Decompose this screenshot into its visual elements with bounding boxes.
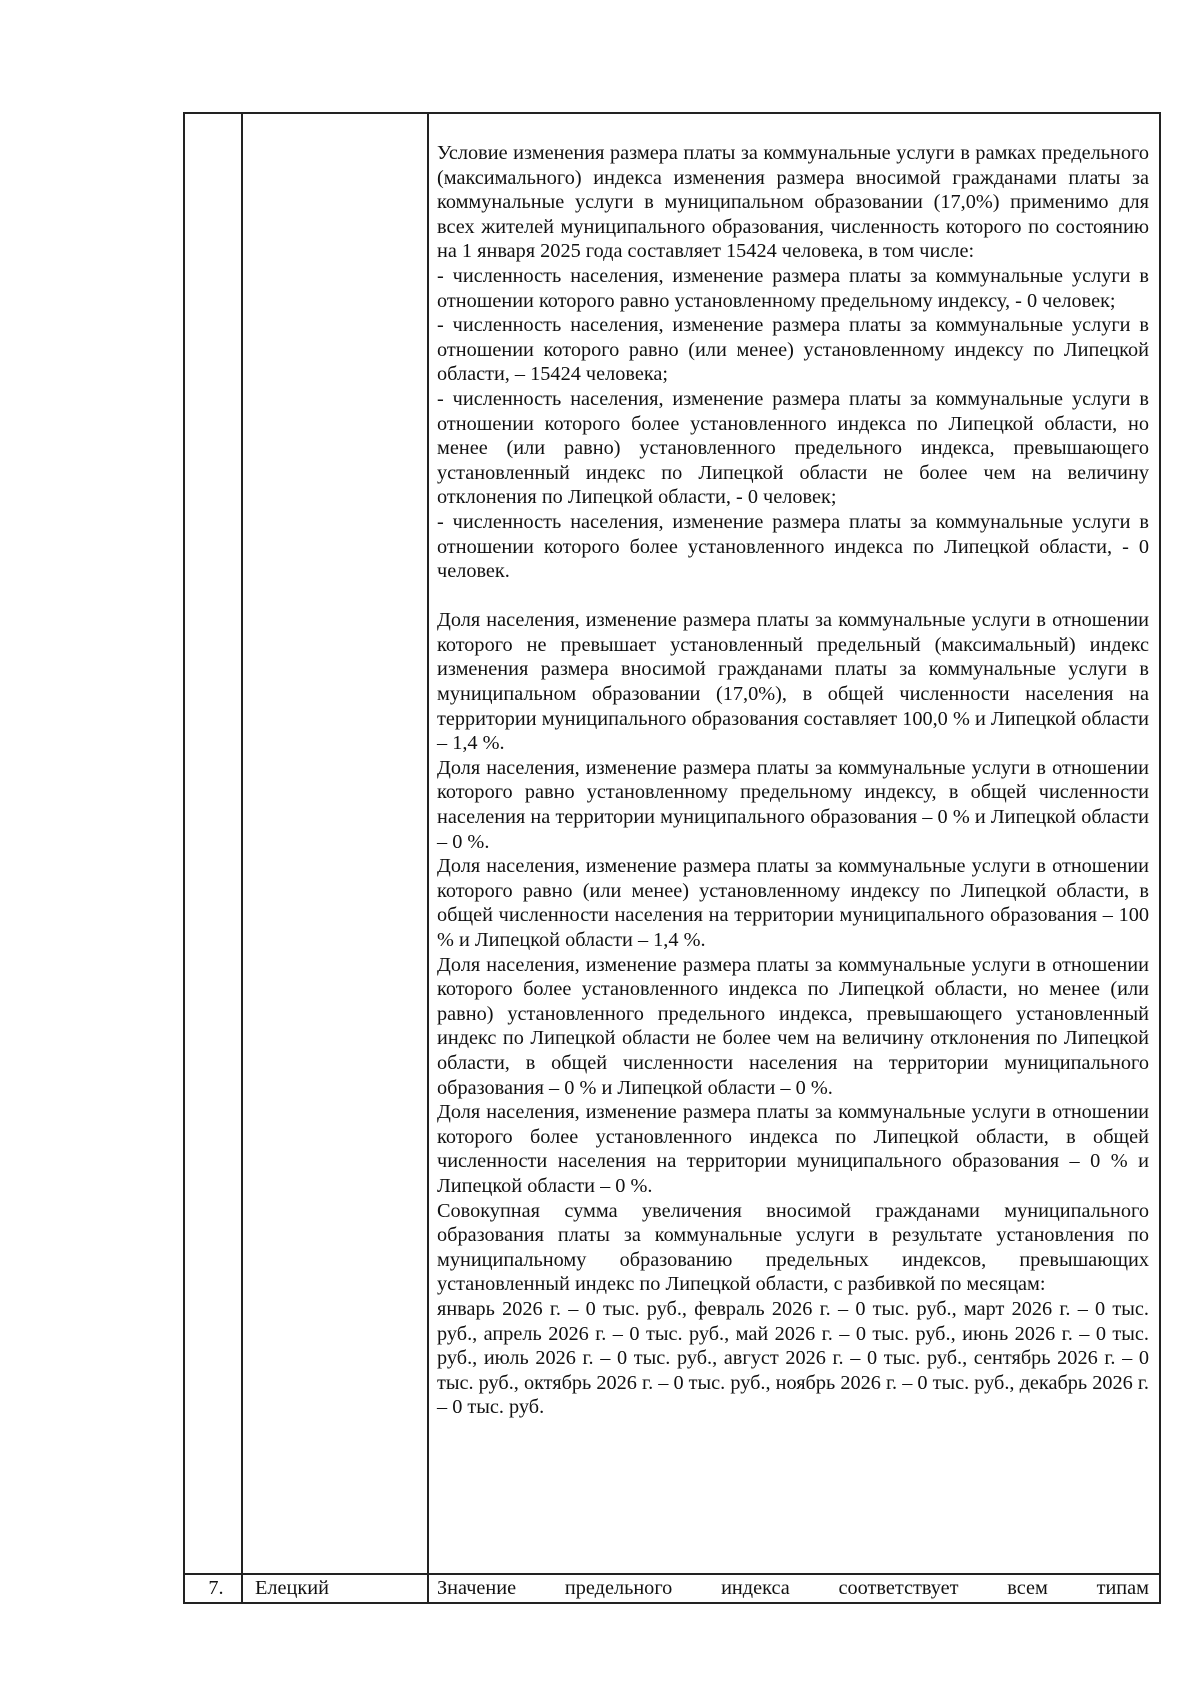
paragraph-item-equal-limit: - численность населения, изменение размера платы за коммунальные услуги в отношении которого равно установленному предельному индексу, - 0 человек; — [437, 264, 1149, 312]
table-right-border — [1159, 112, 1161, 1604]
row-number: 7. — [208, 1577, 224, 1599]
paragraph-item-equal-region: - численность населения, изменение размера платы за коммунальные услуги в отношении которого равно (или менее) установленному индексу по Липецкой области, – 15424 человека; — [437, 314, 1149, 386]
description-cell-text — [437, 141, 1149, 1420]
paragraph-share-equal-region: Доля населения, изменение размера платы за коммунальные услуги в отношении которого равно (или менее) установленному индексу по Липецкой области, в общей численности населения на территории муниципального образования – 100 % и Липецкой области – 1,4 %. — [437, 855, 1149, 951]
paragraph-item-between: - численность населения, изменение размера платы за коммунальные услуги в отношении которого более установленного индекса по Липецкой области, но менее (или равно) установленного предельного индекса, превышающего установленный индекс по Липецкой области не более чем на величину отклонения по Липецкой области, - 0 человек; — [437, 387, 1149, 509]
row-description: Значение предельного индекса соответствует всем типам — [437, 1577, 1149, 1599]
row-divider — [183, 1573, 1161, 1575]
table-bottom-border — [183, 1602, 1161, 1604]
table-left-border — [183, 112, 185, 1604]
table-top-border — [183, 112, 1161, 114]
paragraph-share-between: Доля населения, изменение размера платы за коммунальные услуги в отношении которого более установленного индекса по Липецкой области, но менее (или равно) установленного предельного индекса, превышающего установленный индекс по Липецкой области не более чем на величину отклонения по Липецкой области, в общей численности населения на территории муниципального образования – 0 % и Липецкой области – 0 %. — [437, 953, 1149, 1099]
column-divider-1 — [241, 112, 243, 1604]
paragraph-total-sum: Совокупная сумма увеличения вносимой гражданами муниципального образования платы за коммунальные услуги в результате установления по муниципальному образованию предельных индексов, превышающих установленный индекс по Липецкой области, с разбивкой по месяцам: — [437, 1199, 1149, 1296]
paragraph-condition: Условие изменения размера платы за коммунальные услуги в рамках предельного (максимального) индекса изменения размера вносимой гражданами платы за коммунальные услуги в муниципальном образовании (17,0%) применимо для всех жителей муниципального образования, численность которого по состоянию на 1 января 2025 года составляет 15424 человека, в том числе: — [437, 142, 1149, 263]
paragraph-item-above: - численность населения, изменение размера платы за коммунальные услуги в отношении которого более установленного индекса по Липецкой области, - 0 человек. — [437, 510, 1149, 583]
paragraph-share-equal-limit: Доля населения, изменение размера платы за коммунальные услуги в отношении которого равно установленному предельному индексу, в общей численности населения на территории муниципального образования – 0 % и Липецкой области – 0 %. — [437, 756, 1149, 853]
paragraph-monthly-breakdown: январь 2026 г. – 0 тыс. руб., февраль 2026 г. – 0 тыс. руб., март 2026 г. – 0 тыс. руб., апрель 2026 г. – 0 тыс. руб., май 2026 г. – 0 тыс. руб., июнь 2026 г. – 0 тыс. руб., июль 2026 г. – 0 тыс. руб., август 2026 г. – 0 тыс. руб., сентябрь 2026 г. – 0 тыс. руб., октябрь 2026 г. – 0 тыс. руб., ноябрь 2026 г. – 0 тыс. руб., декабрь 2026 г. – 0 тыс. руб. — [437, 1297, 1149, 1419]
column-divider-2 — [427, 112, 429, 1604]
paragraph-share-above: Доля населения, изменение размера платы за коммунальные услуги в отношении которого более установленного индекса по Липецкой области, в общей численности населения на территории муниципального образования – 0 % и Липецкой области – 0 %. — [437, 1101, 1149, 1197]
row-municipality-name: Елецкий — [255, 1577, 329, 1599]
paragraph-share-not-exceed: Доля населения, изменение размера платы за коммунальные услуги в отношении которого не превышает установленный предельный (максимальный) индекс изменения размера вносимой гражданами платы за коммунальные услуги в муниципальном образовании (17,0%), в общей численности населения на территории муниципального образования составляет 100,0 % и Липецкой области – 1,4 %. — [437, 609, 1149, 755]
